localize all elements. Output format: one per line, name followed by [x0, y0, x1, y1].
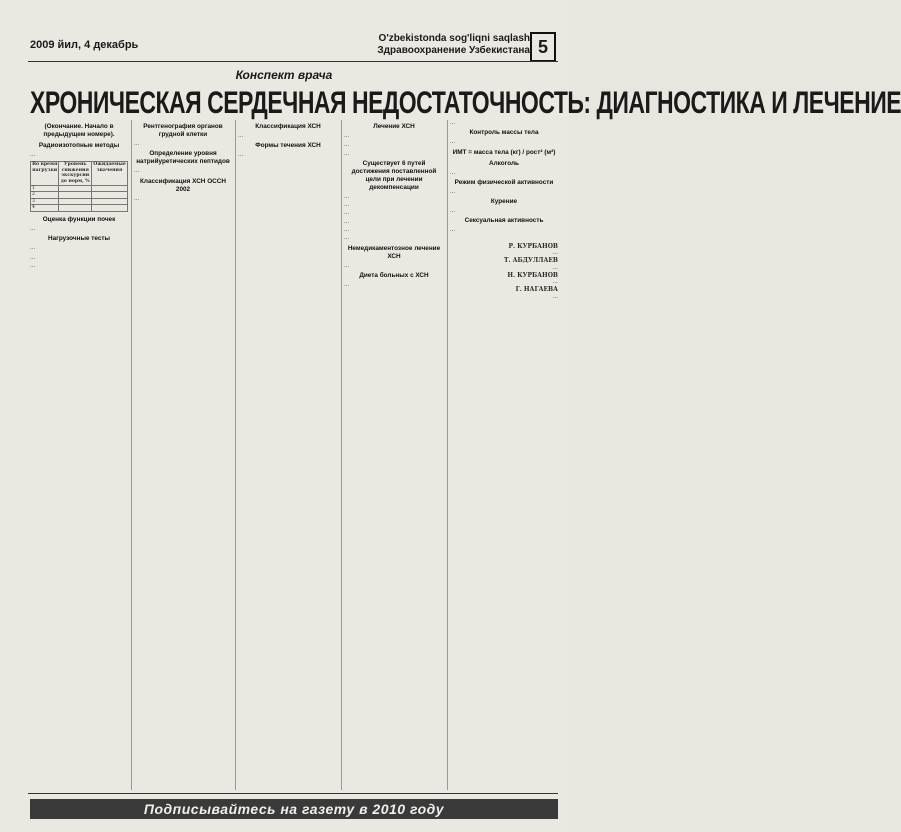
article-rubric: Конспект врача [235, 68, 333, 82]
table-row [31, 205, 128, 212]
paragraph: … [344, 281, 350, 288]
subheading-classification-ossn: Классификация ХСН ОССН 2002 [139, 177, 227, 193]
masthead [0, 30, 568, 60]
list-item: … [344, 227, 350, 234]
author-role: … [552, 264, 558, 271]
table-cell [59, 198, 92, 205]
paragraph: … [134, 141, 140, 147]
reference-table [30, 161, 128, 212]
paper-title [377, 33, 530, 57]
paragraph: … [238, 133, 244, 139]
subheading-nondrug: Немедикаментозное лечение ХСН [347, 244, 441, 260]
subheading-load-tests: Нагрузочные тесты [48, 235, 110, 243]
paragraph: … [30, 152, 36, 158]
paragraph: … [450, 120, 456, 126]
list-item: … [30, 262, 36, 269]
column-divider [447, 120, 448, 790]
article-headline: ХРОНИЧЕСКАЯ СЕРДЕЧНАЯ НЕДОСТАТОЧНОСТЬ: ДИАГНОСТИКА И ЛЕЧЕНИЕ [30, 84, 901, 120]
bmi-formula: ИМТ = масса тела (кг) / рост² (м²) [452, 148, 556, 156]
subheading-radioisotope: Радиоизотопные методы [38, 142, 120, 149]
author-signature: Г. НАГАЕВА [515, 286, 558, 294]
masthead-rule [28, 61, 558, 62]
subheading-peptides: Определение уровня натрийуретических пептидов [136, 150, 230, 166]
paper-title-uz: O'zbekistonda sog'liqni saqlash [378, 33, 530, 44]
paper-title-ru: Здравоохранение Узбекистана [377, 45, 530, 56]
table-cell [59, 185, 92, 192]
paragraph: … [30, 245, 36, 252]
paragraph: … [238, 152, 244, 159]
table-header-cell: Ожидаемые значения [91, 162, 127, 185]
table-cell [91, 185, 127, 192]
paragraph: … [450, 227, 456, 234]
subheading-weight: Контроль массы тела [469, 129, 539, 137]
author-signature: Т. АБДУЛЛАЕВ [503, 257, 558, 265]
paragraph: … [344, 262, 350, 269]
paragraph: … [134, 168, 140, 175]
table-cell [91, 192, 127, 199]
column-4 [344, 120, 444, 790]
subheading-diet: Диета больных с ХСН [359, 271, 429, 279]
author-signature: Р. КУРБАНОВ [508, 242, 558, 250]
table-header-cell: Во время нагрузки [31, 162, 59, 185]
subheading-alcohol: Алкоголь [488, 159, 519, 167]
table-header-row [31, 162, 128, 185]
table-cell [59, 192, 92, 199]
table-row [31, 198, 128, 205]
column-3 [238, 120, 338, 790]
paragraph: … [450, 139, 456, 146]
table-cell: 3 [31, 198, 59, 205]
page-number: 5 [530, 32, 556, 62]
list-item: … [344, 150, 350, 157]
subheading-activity: Режим физической активности [454, 178, 554, 186]
column-divider [341, 120, 342, 790]
table-cell [59, 205, 92, 212]
author-signature: Н. КУРБАНОВ [507, 271, 558, 279]
subheading-six-ways: Существует 6 путей достижения поставленной цели при лечении декомпенсации [351, 159, 437, 191]
table-cell: 2 [31, 192, 59, 199]
paragraph: … [134, 195, 140, 202]
list-item: … [344, 235, 350, 242]
paragraph: … [450, 188, 456, 195]
subheading-classification: Классификация ХСН [255, 123, 321, 130]
column-5 [450, 120, 558, 790]
author-role: … [552, 250, 558, 257]
subheading-smoking: Курение [490, 198, 518, 206]
paragraph: … [344, 133, 350, 139]
subheading-xray: Рентгенография органов грудной клетки [143, 123, 223, 138]
list-item: … [30, 254, 36, 261]
list-item: … [344, 142, 350, 149]
subheading-forms: Формы течения ХСН [255, 142, 321, 150]
paragraph: … [450, 208, 456, 215]
subheading-sexual-activity: Сексуальная активность [464, 217, 544, 225]
subheading-treatment: Лечение ХСН [373, 123, 415, 130]
list-item: … [344, 202, 350, 209]
paragraph: … [30, 226, 36, 233]
table-row [31, 192, 128, 199]
table-cell [91, 205, 127, 212]
column-divider [131, 120, 132, 790]
column-1 [30, 120, 128, 790]
column-divider [235, 120, 236, 790]
subscription-banner: Подписывайтесь на газету в 2010 году [30, 799, 558, 819]
table-row [31, 185, 128, 192]
intro-note: (Окончание. Начало в предыдущем номере). [43, 123, 115, 138]
table-header-cell: Уровень снижения экскурсии до норм, % [60, 162, 90, 185]
list-item: … [344, 193, 350, 200]
footer-rule [28, 793, 558, 794]
list-item: … [344, 218, 350, 225]
author-role: … [552, 293, 558, 300]
column-2 [134, 120, 232, 790]
author-role: … [552, 279, 558, 286]
subheading-kidney: Оценка функции почек [42, 216, 116, 224]
paragraph: … [450, 169, 456, 176]
table-cell: 4 [31, 205, 59, 212]
list-item: … [344, 210, 350, 217]
table-cell [91, 198, 127, 205]
table-cell: 1 [31, 185, 59, 192]
issue-date: 2009 йил, 4 декабрь [30, 39, 139, 51]
